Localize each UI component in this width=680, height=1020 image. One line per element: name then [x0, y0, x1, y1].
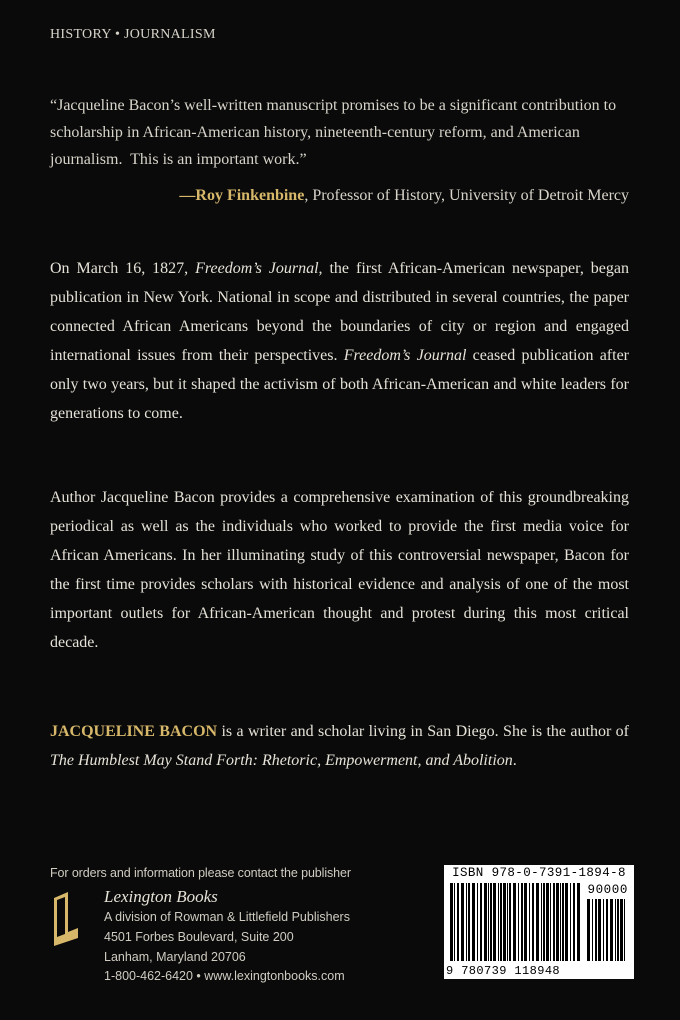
barcode-bar: [598, 899, 601, 961]
barcode-bar: [536, 883, 539, 961]
barcode-bar: [570, 883, 571, 961]
barcode-bar: [457, 883, 459, 961]
barcode-bar: [468, 883, 470, 961]
barcode-bar: [543, 883, 545, 961]
barcode-bar: [624, 899, 625, 961]
barcode-bar: [553, 883, 555, 961]
barcode-bar: [503, 883, 506, 961]
barcode-bar: [541, 883, 542, 961]
barcode-bar: [573, 883, 575, 961]
barcode-bar: [562, 883, 564, 961]
bio-book-title: The Humblest May Stand Forth: Rhetoric, Empowerment, and Abolition: [50, 752, 513, 769]
desc-p1-text-c: ceased publication after only two years, but it shaped the activism of both African-American and white leaders for generations to come.: [50, 347, 630, 422]
author-bio: [50, 717, 629, 775]
barcode-bar: [615, 899, 616, 961]
barcode-bar: [592, 899, 593, 961]
isbn-barcode: [444, 865, 634, 979]
publisher-address-1: 4501 Forbes Boulevard, Suite 200: [104, 929, 294, 944]
barcode-bar: [493, 883, 496, 961]
publisher-info: [50, 866, 410, 996]
price-code: 90000: [587, 883, 628, 897]
barcode-bar: [532, 883, 534, 961]
isbn-label: ISBN 978-0-7391-1894-8: [452, 866, 626, 880]
quote-text: “Jacqueline Bacon’s well-written manuscript promises to be a significant contribution to scholarship in African-American history, nineteenth-century reform, and American journalism. This is an important work.”: [50, 97, 617, 168]
publisher-division: A division of Rowman & Littlefield Publishers: [104, 910, 350, 924]
barcode-bar: [509, 883, 511, 961]
category-label: HISTORY • JOURNALISM: [50, 27, 216, 42]
barcode-bar: [477, 883, 478, 961]
author-name: JACQUELINE BACON: [50, 723, 218, 740]
barcode-bar: [565, 883, 568, 961]
barcode-bar: [524, 883, 527, 961]
barcode-bar: [587, 899, 590, 961]
barcode-bar: [450, 883, 453, 961]
desc-p1-text-a: On March 16, 1827,: [50, 260, 196, 277]
barcode-bar: [507, 883, 508, 961]
barcode-bar: [454, 883, 455, 961]
ean-barcode-bars: [450, 883, 582, 961]
desc-p1-journal-title-1: Freedom’s Journal: [195, 260, 319, 277]
description-paragraph-2: Author Jacqueline Bacon provides a comprehensive examination of this groundbreaking periodical as well as the individuals who worked to provide the first media voice for African Americans. In her illuminating study of this controversial newspaper, Bacon for the first time provides scholars with historical evidence and analysis of one of the most important outlets for African-American thought and protest during this most critical decade.: [50, 489, 629, 651]
barcode-bar: [521, 883, 523, 961]
quote-attribution: [50, 187, 629, 205]
barcode-bar: [480, 883, 482, 961]
barcode-bar: [606, 899, 608, 961]
barcode-bar: [550, 883, 551, 961]
bio-text-b: .: [512, 752, 517, 769]
barcode-bar: [500, 883, 502, 961]
barcode-bar: [577, 883, 580, 961]
barcode-bar: [617, 899, 619, 961]
desc-p1-journal-title-2: Freedom’s Journal: [343, 347, 467, 364]
barcode-bar: [466, 883, 467, 961]
publisher-address-2: Lanham, Maryland 20706: [104, 949, 246, 964]
barcode-bar: [498, 883, 499, 961]
publisher-logo-icon: [52, 892, 78, 946]
barcode-bar: [595, 899, 597, 961]
barcode-bar: [620, 899, 623, 961]
description-paragraph-1: [50, 254, 629, 428]
attribution-dash: —: [179, 187, 196, 204]
publisher-name: Lexington Books: [104, 887, 218, 906]
barcode-bar: [610, 899, 613, 961]
barcode-bar: [488, 883, 489, 961]
publisher-contact-line: For orders and information please contact the publisher: [50, 866, 351, 880]
publisher-phone-website: 1-800-462-6420 • www.lexingtonbooks.com: [104, 969, 345, 984]
barcode-bar: [472, 883, 475, 961]
barcode-bar: [529, 883, 530, 961]
price-addon-barcode-bars: [587, 899, 629, 961]
barcode-bar: [560, 883, 561, 961]
barcode-bar: [603, 899, 604, 961]
bio-text-a: is a writer and scholar living in San Diego. She is the author of: [217, 723, 630, 740]
endorsement-quote: [50, 92, 632, 173]
barcode-bar: [546, 883, 549, 961]
barcode-bar: [513, 883, 516, 961]
barcode-bar: [490, 883, 492, 961]
barcode-bar: [518, 883, 519, 961]
attribution-name: Roy Finkenbine: [195, 187, 305, 204]
barcode-bar: [461, 883, 464, 961]
attribution-title: , Professor of History, University of Detroit Mercy: [304, 187, 629, 204]
barcode-bar: [556, 883, 559, 961]
desc-p1-text-b: , the first African-American newspaper, began publication in New York. National in scope and distributed in several countries, the paper connected African Americans beyond the boundaries of city or region and engaged international issues from their perspectives.: [50, 260, 629, 364]
barcode-bar: [484, 883, 487, 961]
ean-digits: 9 780739 118948: [446, 964, 561, 978]
